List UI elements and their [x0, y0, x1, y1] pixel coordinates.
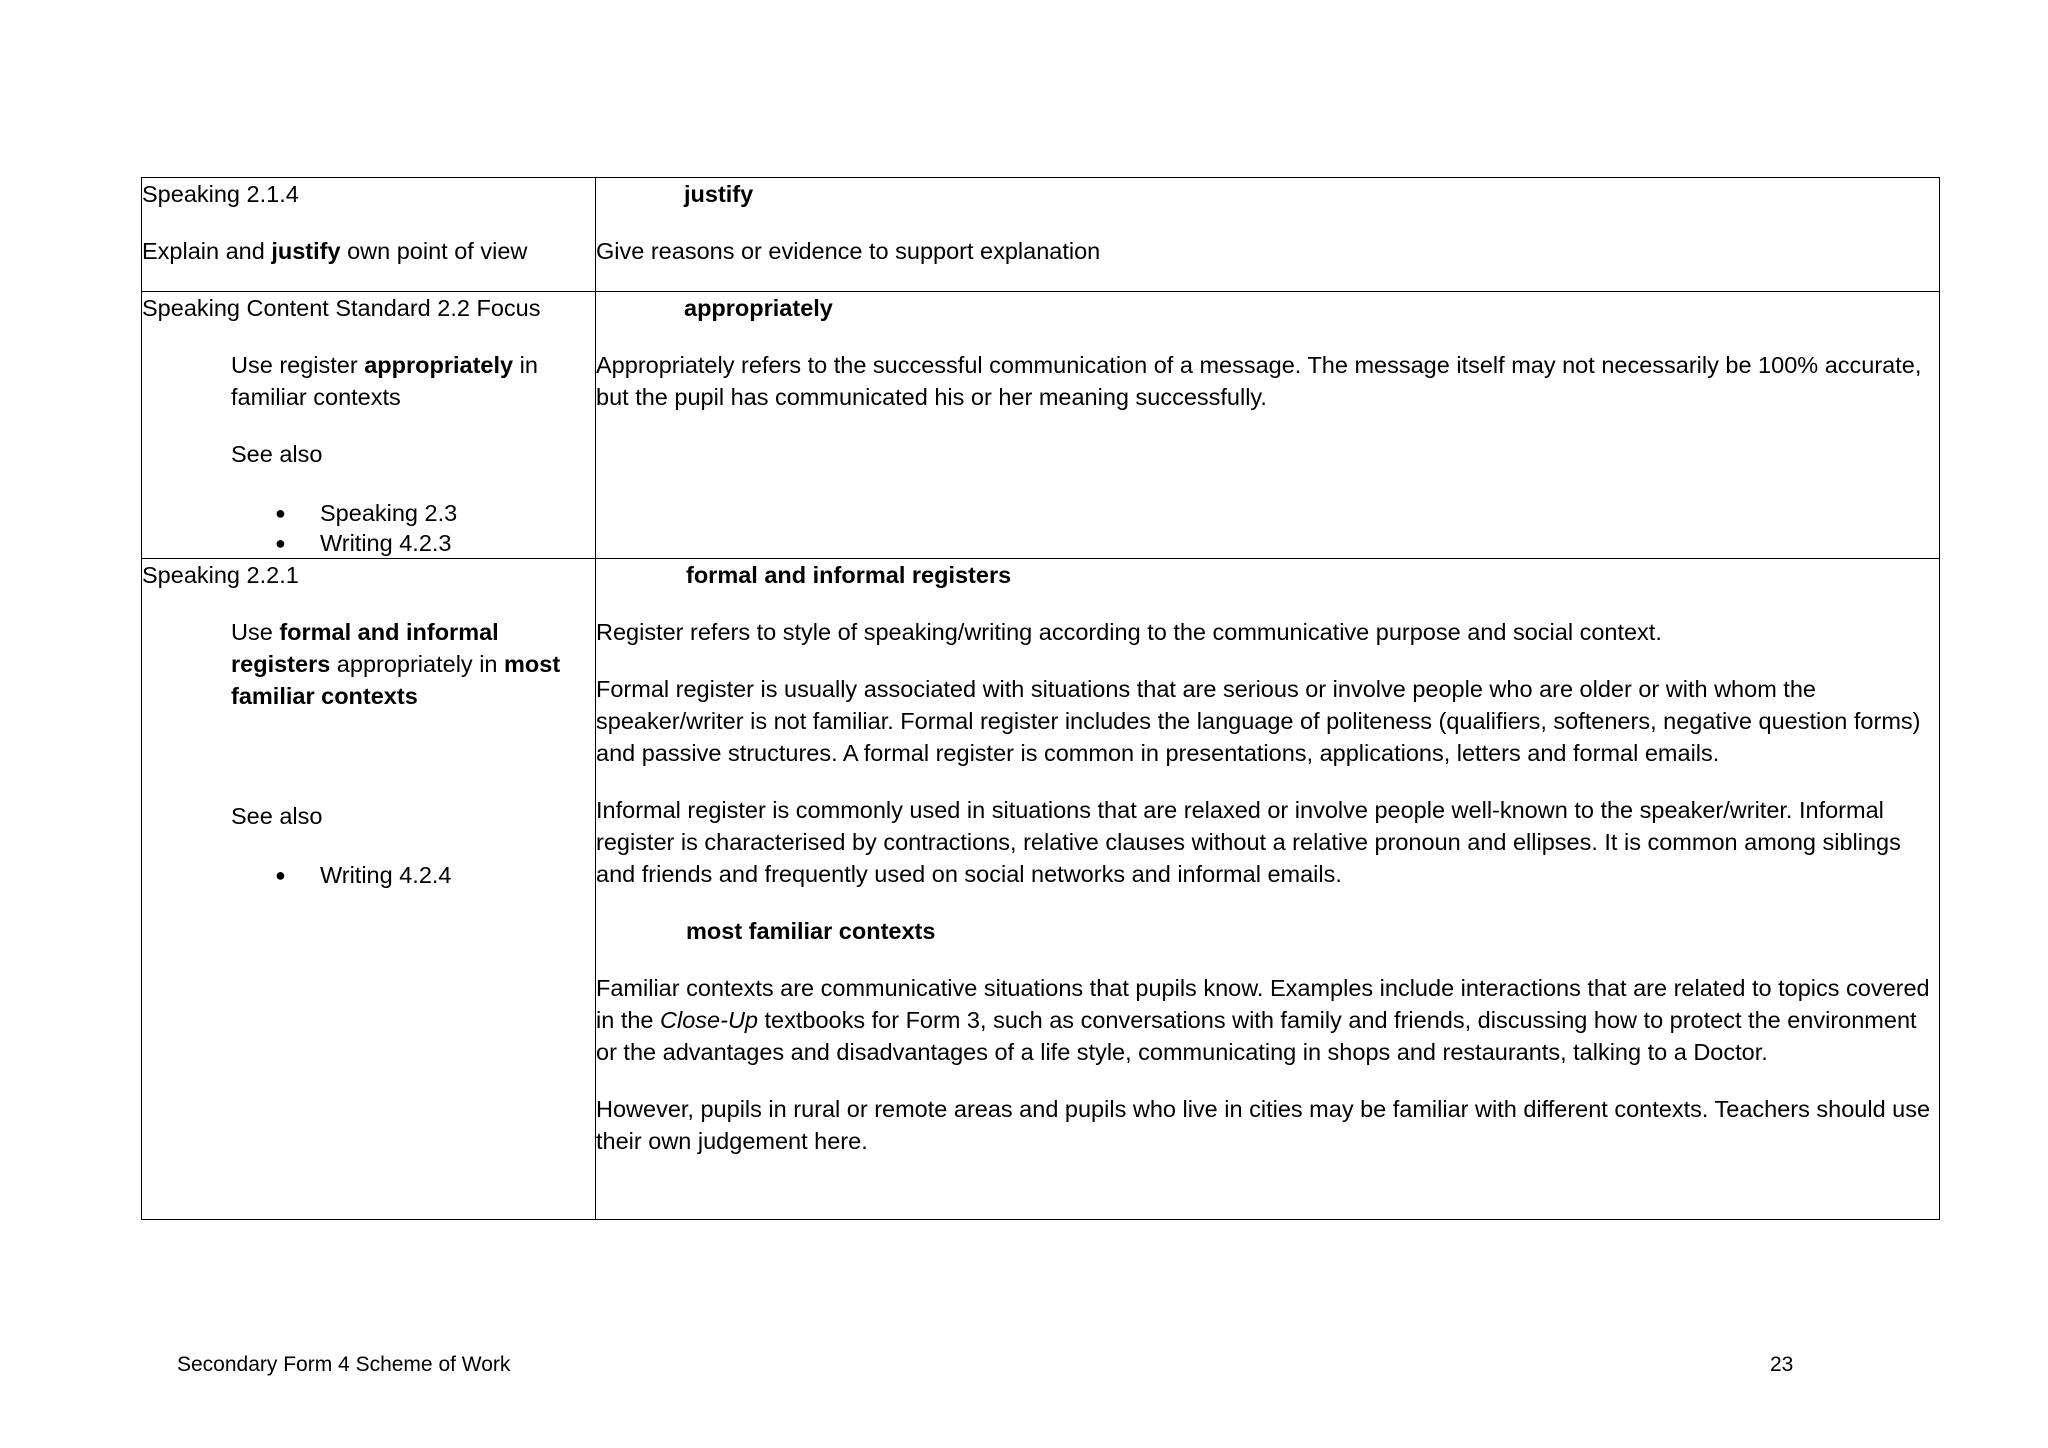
- table-row: [142, 559, 1940, 1220]
- standard-heading: Speaking 2.1.4: [142, 181, 299, 207]
- term-heading: most familiar contexts: [686, 918, 936, 944]
- page-number: 23: [1770, 1353, 1794, 1376]
- explanation-paragraph: However, pupils in rural or remote areas and pupils who live in cities may be familiar with different contexts. Teachers should use their own judgement here.: [596, 1096, 1931, 1154]
- standard-heading: Speaking Content Standard 2.2 Focus: [142, 295, 541, 321]
- term-heading: justify: [684, 181, 754, 207]
- see-also-label: See also: [231, 441, 323, 467]
- standard-description: Use formal and informal registers appropriately in most familiar contexts: [231, 619, 561, 709]
- see-also-list: [142, 498, 595, 558]
- standard-heading: Speaking 2.2.1: [142, 562, 299, 588]
- explanation-paragraph: Informal register is commonly used in situations that are relaxed or involve people well-known to the speaker/writer. Informal register is characterised by contractions, relative clauses without a relative pronoun and ellipses. It is common among siblings and friends and frequently used on social networks and informal emails.: [596, 797, 1901, 887]
- standard-description: Use register appropriately in familiar contexts: [231, 352, 538, 410]
- table-row: [142, 178, 1940, 292]
- explanation-cell: [596, 559, 1940, 1220]
- explanation-paragraph: Register refers to style of speaking/writing according to the communicative purpose and social context.: [596, 619, 1662, 645]
- explanation-cell: [596, 292, 1940, 559]
- list-item: ● Speaking 2.3: [275, 500, 458, 526]
- bullet-icon: ●: [275, 503, 286, 523]
- explanation-paragraph: Formal register is usually associated with situations that are serious or involve people who are older or with whom the speaker/writer is not familiar. Formal register includes the language of politeness (qualifiers, softeners, negative question forms) and passive structures. A formal register is common in presentations, applications, letters and formal emails.: [596, 676, 1921, 766]
- explanation-cell: [596, 178, 1940, 292]
- term-heading: appropriately: [684, 295, 833, 321]
- explanation-paragraph: Familiar contexts are communicative situations that pupils know. Examples include interactions that are related to topics covered in the Close-Up textbooks for Form 3, such as conversations with family and friends, discussing how to protect the environment or the advantages and disadvantages of a life style, communicating in shops and restaurants, talking to a Doctor.: [596, 975, 1930, 1065]
- list-item: ● Writing 4.2.3: [275, 530, 452, 556]
- see-also-label: See also: [231, 803, 323, 829]
- scheme-of-work-table: [141, 177, 1940, 1220]
- list-item: ● Writing 4.2.4: [275, 862, 452, 888]
- bullet-icon: ●: [275, 865, 286, 885]
- bullet-icon: ●: [275, 533, 286, 553]
- footer-title: Secondary Form 4 Scheme of Work: [177, 1353, 511, 1376]
- standard-cell: [142, 178, 596, 292]
- term-heading: formal and informal registers: [686, 562, 1012, 588]
- explanation-paragraph: Give reasons or evidence to support explanation: [596, 238, 1101, 264]
- table-row: [142, 292, 1940, 559]
- standard-cell: [142, 292, 596, 559]
- standard-description: Explain and justify own point of view: [142, 238, 528, 264]
- explanation-paragraph: Appropriately refers to the successful communication of a message. The message itself may not necessarily be 100% accurate, but the pupil has communicated his or her meaning successfully.: [596, 352, 1922, 410]
- see-also-list: [142, 860, 595, 890]
- standard-cell: [142, 559, 596, 1220]
